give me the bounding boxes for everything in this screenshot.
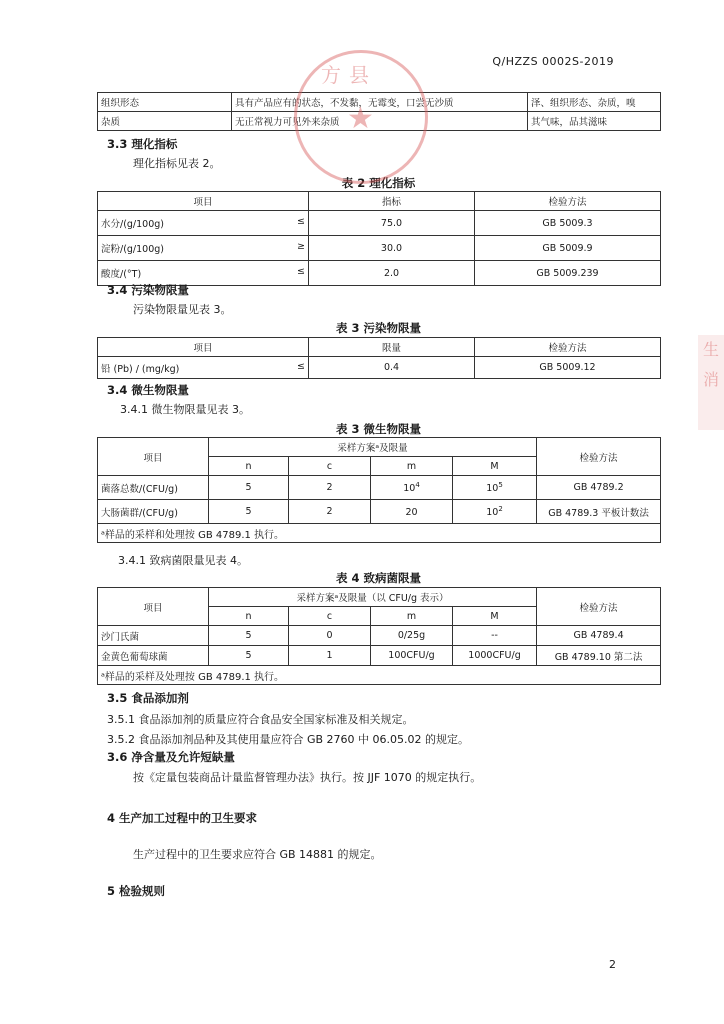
table-2: [97, 191, 661, 286]
column-header: 项目: [98, 192, 309, 211]
sub-header: c: [289, 607, 371, 626]
seal-text: 方县: [321, 63, 377, 87]
sub-header: c: [289, 457, 371, 476]
sub-header: M: [453, 457, 537, 476]
value-cell: 75.0: [309, 211, 475, 236]
document-id: Q/HZZS 0002S-2019: [492, 55, 614, 68]
section-heading: 3.4 微生物限量: [107, 383, 189, 397]
m-cell: [371, 476, 453, 500]
table-caption: 表 3 微生物限量: [335, 422, 421, 436]
table-row: [98, 646, 661, 666]
column-header: 检验方法: [475, 192, 661, 211]
m-cell: 100CFU/g: [371, 646, 453, 666]
comparison-symbol: ≤: [297, 360, 305, 372]
column-header: 指标: [309, 192, 475, 211]
sub-header: M: [453, 607, 537, 626]
column-header: 检验方法: [537, 588, 661, 626]
method-cell: GB 4789.10 第二法: [537, 646, 661, 666]
value-cell: 0.4: [309, 357, 475, 379]
table-header-row: [98, 338, 661, 357]
official-seal: [294, 50, 428, 184]
M-exponent: 2: [498, 504, 503, 513]
table-header-row: [98, 192, 661, 211]
table-header-row: [98, 588, 661, 607]
sensory-method: 其气味，品其滋味: [528, 112, 661, 131]
section-heading: 3.4 污染物限量: [107, 283, 189, 297]
item-cell: 菌落总数/(CFU/g): [98, 476, 209, 500]
M-cell: [453, 500, 537, 524]
paragraph: 3.5.1 食品添加剂的质量应符合食品安全国家标准及相关规定。: [107, 713, 414, 726]
c-cell: 2: [289, 500, 371, 524]
table-note: ᵃ样品的采样及处理按 GB 4789.1 执行。: [98, 666, 661, 685]
table-3-microbial: [97, 437, 661, 543]
method-cell: GB 5009.3: [475, 211, 661, 236]
M-cell: 1000CFU/g: [453, 646, 537, 666]
column-group-header: 采样方案ᵃ及限量: [209, 438, 537, 457]
column-header: 检验方法: [537, 438, 661, 476]
table-caption: 表 4 致病菌限量: [335, 571, 421, 585]
sensory-requirement: 无正常视力可见外来杂质: [232, 112, 528, 131]
M-exponent: 5: [498, 480, 503, 489]
sensory-requirement: 具有产品应有的状态，不发黏，无霉变，口尝无沙质: [232, 93, 528, 112]
column-header: 项目: [98, 588, 209, 626]
M-cell: --: [453, 626, 537, 646]
n-cell: 5: [209, 646, 289, 666]
paragraph: 生产过程中的卫生要求应符合 GB 14881 的规定。: [133, 848, 382, 861]
M-base: 10: [486, 507, 499, 519]
sensory-item: 组织形态: [98, 93, 232, 112]
sub-header: m: [371, 457, 453, 476]
paragraph: 3.4.1 致病菌限量见表 4。: [118, 554, 248, 567]
item-name: 酸度/(°T): [101, 269, 142, 280]
table-4: [97, 587, 661, 685]
section-heading: 3.3 理化指标: [107, 137, 178, 151]
item-cell: 沙门氏菌: [98, 626, 209, 646]
paragraph: 污染物限量见表 3。: [133, 303, 232, 316]
table-row: [98, 500, 661, 524]
table-note-row: [98, 666, 661, 685]
c-cell: 2: [289, 476, 371, 500]
section-heading: 4 生产加工过程中的卫生要求: [107, 811, 258, 825]
item-cell: [98, 211, 309, 236]
page-number: 2: [609, 958, 616, 971]
table-row: [98, 236, 661, 261]
column-group-header: 采样方案ᵃ及限量（以 CFU/g 表示）: [209, 588, 537, 607]
column-header: 项目: [98, 338, 309, 357]
value-cell: 2.0: [309, 261, 475, 286]
m-base: 20: [405, 507, 418, 519]
table-row: [98, 626, 661, 646]
method-cell: GB 4789.2: [537, 476, 661, 500]
m-cell: 0/25g: [371, 626, 453, 646]
m-cell: [371, 500, 453, 524]
paragraph: 理化指标见表 2。: [133, 157, 221, 170]
table-caption: 表 3 污染物限量: [335, 321, 421, 335]
section-heading: 3.6 净含量及允许短缺量: [107, 750, 235, 764]
table-note-row: [98, 524, 661, 543]
item-cell: [98, 236, 309, 261]
column-header: 限量: [309, 338, 475, 357]
c-cell: 1: [289, 646, 371, 666]
paragraph: 3.5.2 食品添加剂品种及其使用量应符合 GB 2760 中 06.05.02 的规定。: [107, 733, 470, 746]
comparison-symbol: ≤: [297, 266, 305, 277]
star-icon: ★: [347, 101, 374, 136]
paragraph: 3.4.1 微生物限量见表 3。: [120, 403, 250, 416]
method-cell: GB 5009.12: [475, 357, 661, 379]
item-name: 水分/(g/100g): [101, 219, 165, 230]
edge-stamp: 生 消: [698, 335, 724, 430]
paragraph: 按《定量包装商品计量监督管理办法》执行。按 JJF 1070 的规定执行。: [133, 771, 482, 784]
sensory-item: 杂质: [98, 112, 232, 131]
method-cell: GB 5009.239: [475, 261, 661, 286]
value-cell: 30.0: [309, 236, 475, 261]
table-caption: 表 2 理化指标: [341, 176, 416, 190]
section-heading: 3.5 食品添加剂: [107, 691, 189, 705]
item-name: 铅 (Pb) / (mg/kg): [101, 363, 180, 375]
item-name: 淀粉/(g/100g): [101, 244, 165, 255]
sub-header: m: [371, 607, 453, 626]
sub-header: n: [209, 457, 289, 476]
method-cell: GB 5009.9: [475, 236, 661, 261]
column-header: 检验方法: [475, 338, 661, 357]
M-cell: [453, 476, 537, 500]
comparison-symbol: ≤: [297, 216, 305, 227]
table-note: ᵃ样品的采样和处理按 GB 4789.1 执行。: [98, 524, 661, 543]
table-row: [98, 476, 661, 500]
table-row: [98, 357, 661, 379]
n-cell: 5: [209, 626, 289, 646]
m-exponent: 4: [415, 480, 420, 489]
item-cell: 大肠菌群/(CFU/g): [98, 500, 209, 524]
M-base: 10: [486, 483, 499, 495]
c-cell: 0: [289, 626, 371, 646]
comparison-symbol: ≥: [297, 241, 305, 252]
table-3: [97, 337, 661, 379]
column-header: 项目: [98, 438, 209, 476]
m-base: 10: [403, 483, 416, 495]
sub-header: n: [209, 607, 289, 626]
method-cell: GB 4789.3 平板计数法: [537, 500, 661, 524]
n-cell: 5: [209, 500, 289, 524]
table-row: [98, 211, 661, 236]
item-cell: [98, 357, 309, 379]
method-cell: GB 4789.4: [537, 626, 661, 646]
n-cell: 5: [209, 476, 289, 500]
item-cell: 金黄色葡萄球菌: [98, 646, 209, 666]
sensory-method: 泽、组织形态、杂质，嗅: [528, 93, 661, 112]
table-header-row: [98, 438, 661, 457]
section-heading: 5 检验规则: [107, 884, 166, 898]
